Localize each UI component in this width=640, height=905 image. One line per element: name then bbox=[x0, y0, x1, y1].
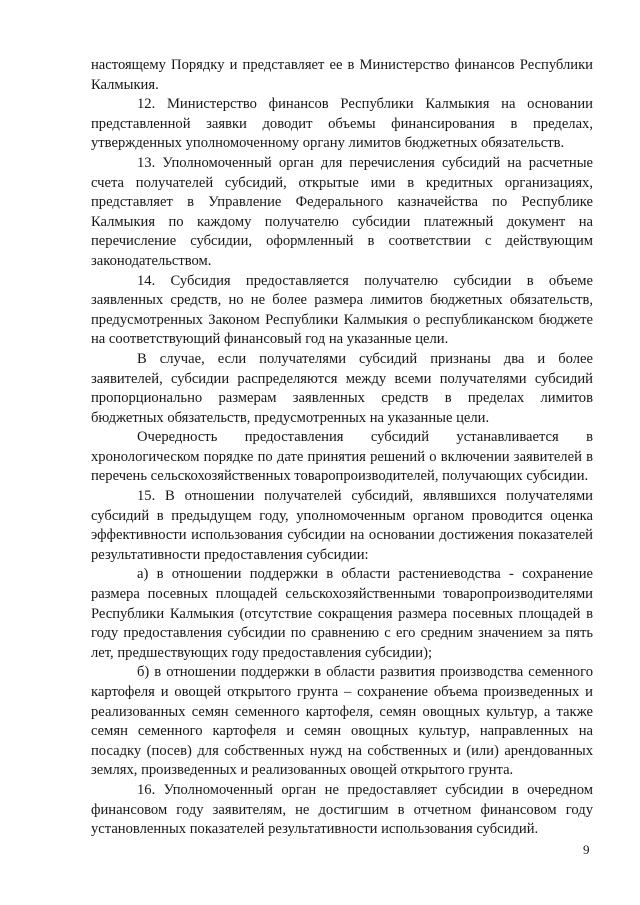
paragraph-13: 13. Уполномоченный орган для перечисления субсидий на расчетные счета получателей субсидий, открытые ими в кредитных организациях, представляет в Управление Федерального казначейства по Республике Калмыкия по каждому получателю субсидии платежный документ на перечисление субсидии, оформленный в соответствии с действующим законодательством. bbox=[91, 154, 593, 269]
document-body bbox=[91, 56, 593, 840]
paragraph-16: 16. Уполномоченный орган не предоставляет субсидии в очередном финансовом году заявителям, не достигшим в отчетном финансовом году установленных показателей результативности использования субсидий. bbox=[91, 781, 593, 838]
paragraph-14-order: Очередность предоставления субсидий устанавливается в хронологическом порядке по дате принятия решений о включении заявителей в перечень сельскохозяйственных товаропроизводителей, получающих субсидии. bbox=[91, 429, 593, 485]
paragraph-continuation: настоящему Порядку и представляет ее в Министерство финансов Республики Калмыкия. bbox=[91, 57, 593, 93]
paragraph-12: 12. Министерство финансов Республики Калмыкия на основании представленной заявки доводит объемы финансирования в пределах, утвержденных уполномоченному органу лимитов бюджетных обязательств. bbox=[91, 96, 593, 152]
paragraph-15: 15. В отношении получателей субсидий, являвшихся получателями субсидий в предыдущем году, уполномоченным органом проводится оценка эффективности использования субсидии на основании достижения показателей результативности предоставления субсидии: bbox=[91, 488, 593, 563]
page-number: 9 bbox=[583, 842, 590, 857]
paragraph-14: 14. Субсидия предоставляется получателю субсидии в объеме заявленных средств, но не более размера лимитов бюджетных обязательств, предусмотренных Законом Республики Калмыкия о республиканском бюджете на соответствующий финансовый год на указанные цели. bbox=[91, 272, 593, 348]
paragraph-15-a: а) в отношении поддержки в области растениеводства - сохранение размера посевных площадей сельскохозяйственными товаропроизводителями Республики Калмыкия (отсутствие сокращения размера посевных площадей в году предоставления субсидии по сравнению с его средним значением за пять лет, предшествующих году предоставления субсидии); bbox=[91, 566, 593, 661]
paragraph-15-b: б) в отношении поддержки в области развития производства семенного картофеля и овощей открытого грунта – сохранение объема произведенных и реализованных семян семенного картофеля, семян овощных культур, а также семян семенного картофеля и семян овощных культур, направленных на посадку (посев) для собственных нужд на собственных и (или) арендованных землях, произведенных и реализованных овощей открытого грунта. bbox=[91, 664, 593, 779]
paragraph-14-distribution: В случае, если получателями субсидий признаны два и более заявителей, субсидии распределяются между всеми получателями субсидий пропорционально размерам заявленных средств в пределах лимитов бюджетных обязательств, предусмотренных на указанные цели. bbox=[91, 350, 593, 426]
